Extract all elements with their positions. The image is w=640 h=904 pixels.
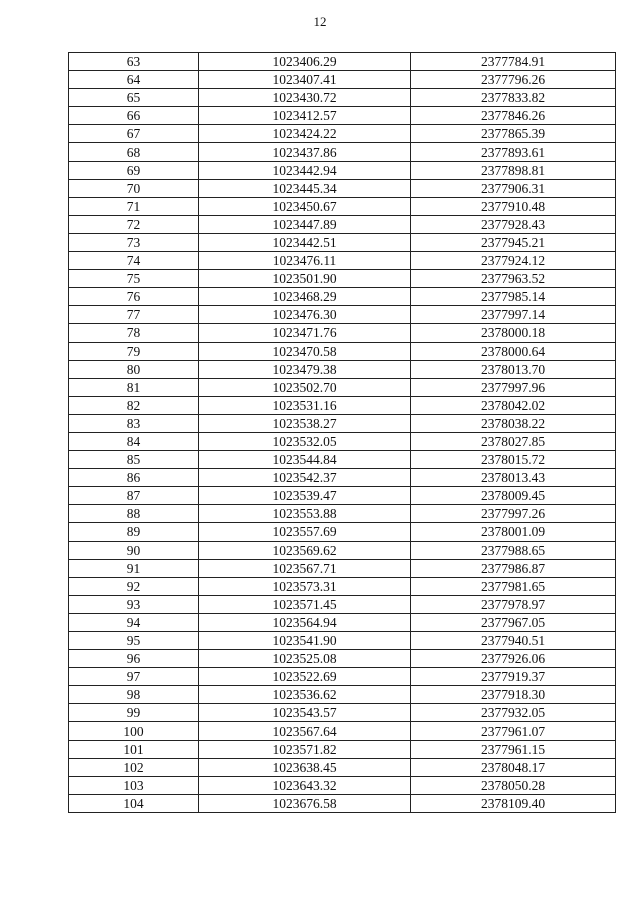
table-row: [69, 686, 616, 704]
y-coordinate-cell: 2377945.21: [411, 233, 616, 251]
x-coordinate-cell: 1023522.69: [199, 668, 411, 686]
y-coordinate-cell: 2378000.64: [411, 342, 616, 360]
point-number-cell: 82: [69, 396, 199, 414]
x-coordinate-cell: 1023638.45: [199, 758, 411, 776]
y-coordinate-cell: 2377997.26: [411, 505, 616, 523]
coordinates-table: [68, 52, 616, 813]
y-coordinate-cell: 2377833.82: [411, 89, 616, 107]
point-number-cell: 64: [69, 71, 199, 89]
x-coordinate-cell: 1023470.58: [199, 342, 411, 360]
x-coordinate-cell: 1023539.47: [199, 487, 411, 505]
x-coordinate-cell: 1023573.31: [199, 577, 411, 595]
point-number-cell: 78: [69, 324, 199, 342]
point-number-cell: 103: [69, 776, 199, 794]
point-number-cell: 88: [69, 505, 199, 523]
table-row: [69, 143, 616, 161]
table-row: [69, 559, 616, 577]
point-number-cell: 92: [69, 577, 199, 595]
point-number-cell: 102: [69, 758, 199, 776]
y-coordinate-cell: 2377865.39: [411, 125, 616, 143]
x-coordinate-cell: 1023567.71: [199, 559, 411, 577]
y-coordinate-cell: 2377961.15: [411, 740, 616, 758]
y-coordinate-cell: 2377963.52: [411, 270, 616, 288]
y-coordinate-cell: 2377796.26: [411, 71, 616, 89]
y-coordinate-cell: 2377846.26: [411, 107, 616, 125]
point-number-cell: 91: [69, 559, 199, 577]
point-number-cell: 90: [69, 541, 199, 559]
table-row: [69, 197, 616, 215]
table-row: [69, 360, 616, 378]
x-coordinate-cell: 1023412.57: [199, 107, 411, 125]
y-coordinate-cell: 2377978.97: [411, 595, 616, 613]
point-number-cell: 71: [69, 197, 199, 215]
table-row: [69, 252, 616, 270]
x-coordinate-cell: 1023643.32: [199, 776, 411, 794]
y-coordinate-cell: 2377928.43: [411, 215, 616, 233]
coordinates-table-body: [69, 53, 616, 813]
table-row: [69, 233, 616, 251]
y-coordinate-cell: 2377988.65: [411, 541, 616, 559]
x-coordinate-cell: 1023542.37: [199, 469, 411, 487]
point-number-cell: 94: [69, 613, 199, 631]
x-coordinate-cell: 1023544.84: [199, 451, 411, 469]
table-row: [69, 722, 616, 740]
point-number-cell: 77: [69, 306, 199, 324]
point-number-cell: 95: [69, 632, 199, 650]
x-coordinate-cell: 1023557.69: [199, 523, 411, 541]
table-row: [69, 432, 616, 450]
y-coordinate-cell: 2377926.06: [411, 650, 616, 668]
x-coordinate-cell: 1023479.38: [199, 360, 411, 378]
point-number-cell: 86: [69, 469, 199, 487]
point-number-cell: 68: [69, 143, 199, 161]
x-coordinate-cell: 1023532.05: [199, 432, 411, 450]
point-number-cell: 69: [69, 161, 199, 179]
y-coordinate-cell: 2378013.43: [411, 469, 616, 487]
point-number-cell: 73: [69, 233, 199, 251]
table-row: [69, 161, 616, 179]
y-coordinate-cell: 2378001.09: [411, 523, 616, 541]
x-coordinate-cell: 1023571.45: [199, 595, 411, 613]
table-row: [69, 613, 616, 631]
table-row: [69, 125, 616, 143]
x-coordinate-cell: 1023445.34: [199, 179, 411, 197]
table-row: [69, 704, 616, 722]
point-number-cell: 65: [69, 89, 199, 107]
table-row: [69, 378, 616, 396]
table-row: [69, 306, 616, 324]
y-coordinate-cell: 2378042.02: [411, 396, 616, 414]
table-row: [69, 71, 616, 89]
y-coordinate-cell: 2377924.12: [411, 252, 616, 270]
table-row: [69, 505, 616, 523]
y-coordinate-cell: 2378013.70: [411, 360, 616, 378]
y-coordinate-cell: 2378048.17: [411, 758, 616, 776]
table-row: [69, 523, 616, 541]
x-coordinate-cell: 1023571.82: [199, 740, 411, 758]
table-row: [69, 650, 616, 668]
y-coordinate-cell: 2377940.51: [411, 632, 616, 650]
point-number-cell: 72: [69, 215, 199, 233]
table-row: [69, 414, 616, 432]
table-row: [69, 577, 616, 595]
x-coordinate-cell: 1023538.27: [199, 414, 411, 432]
x-coordinate-cell: 1023447.89: [199, 215, 411, 233]
table-row: [69, 740, 616, 758]
x-coordinate-cell: 1023501.90: [199, 270, 411, 288]
x-coordinate-cell: 1023471.76: [199, 324, 411, 342]
point-number-cell: 75: [69, 270, 199, 288]
x-coordinate-cell: 1023450.67: [199, 197, 411, 215]
y-coordinate-cell: 2378015.72: [411, 451, 616, 469]
point-number-cell: 93: [69, 595, 199, 613]
y-coordinate-cell: 2377967.05: [411, 613, 616, 631]
y-coordinate-cell: 2377898.81: [411, 161, 616, 179]
y-coordinate-cell: 2377985.14: [411, 288, 616, 306]
y-coordinate-cell: 2377997.96: [411, 378, 616, 396]
point-number-cell: 76: [69, 288, 199, 306]
x-coordinate-cell: 1023437.86: [199, 143, 411, 161]
y-coordinate-cell: 2378109.40: [411, 794, 616, 812]
x-coordinate-cell: 1023442.94: [199, 161, 411, 179]
y-coordinate-cell: 2377918.30: [411, 686, 616, 704]
y-coordinate-cell: 2377784.91: [411, 53, 616, 71]
table-row: [69, 53, 616, 71]
table-row: [69, 451, 616, 469]
point-number-cell: 101: [69, 740, 199, 758]
table-row: [69, 89, 616, 107]
x-coordinate-cell: 1023502.70: [199, 378, 411, 396]
table-row: [69, 342, 616, 360]
table-row: [69, 215, 616, 233]
y-coordinate-cell: 2377919.37: [411, 668, 616, 686]
point-number-cell: 79: [69, 342, 199, 360]
y-coordinate-cell: 2377961.07: [411, 722, 616, 740]
x-coordinate-cell: 1023476.11: [199, 252, 411, 270]
y-coordinate-cell: 2377997.14: [411, 306, 616, 324]
x-coordinate-cell: 1023424.22: [199, 125, 411, 143]
y-coordinate-cell: 2378000.18: [411, 324, 616, 342]
x-coordinate-cell: 1023406.29: [199, 53, 411, 71]
x-coordinate-cell: 1023525.08: [199, 650, 411, 668]
x-coordinate-cell: 1023676.58: [199, 794, 411, 812]
point-number-cell: 84: [69, 432, 199, 450]
x-coordinate-cell: 1023567.64: [199, 722, 411, 740]
y-coordinate-cell: 2377906.31: [411, 179, 616, 197]
point-number-cell: 99: [69, 704, 199, 722]
x-coordinate-cell: 1023536.62: [199, 686, 411, 704]
table-row: [69, 288, 616, 306]
x-coordinate-cell: 1023564.94: [199, 613, 411, 631]
table-row: [69, 396, 616, 414]
x-coordinate-cell: 1023407.41: [199, 71, 411, 89]
table-row: [69, 758, 616, 776]
x-coordinate-cell: 1023430.72: [199, 89, 411, 107]
x-coordinate-cell: 1023541.90: [199, 632, 411, 650]
x-coordinate-cell: 1023531.16: [199, 396, 411, 414]
point-number-cell: 100: [69, 722, 199, 740]
point-number-cell: 97: [69, 668, 199, 686]
x-coordinate-cell: 1023468.29: [199, 288, 411, 306]
table-row: [69, 632, 616, 650]
x-coordinate-cell: 1023476.30: [199, 306, 411, 324]
point-number-cell: 87: [69, 487, 199, 505]
table-row: [69, 324, 616, 342]
y-coordinate-cell: 2377986.87: [411, 559, 616, 577]
table-row: [69, 487, 616, 505]
y-coordinate-cell: 2378038.22: [411, 414, 616, 432]
point-number-cell: 98: [69, 686, 199, 704]
point-number-cell: 83: [69, 414, 199, 432]
table-row: [69, 270, 616, 288]
table-row: [69, 107, 616, 125]
table-row: [69, 776, 616, 794]
point-number-cell: 96: [69, 650, 199, 668]
y-coordinate-cell: 2377932.05: [411, 704, 616, 722]
point-number-cell: 81: [69, 378, 199, 396]
y-coordinate-cell: 2377981.65: [411, 577, 616, 595]
y-coordinate-cell: 2378009.45: [411, 487, 616, 505]
point-number-cell: 104: [69, 794, 199, 812]
table-row: [69, 469, 616, 487]
y-coordinate-cell: 2377910.48: [411, 197, 616, 215]
x-coordinate-cell: 1023543.57: [199, 704, 411, 722]
table-row: [69, 668, 616, 686]
point-number-cell: 89: [69, 523, 199, 541]
point-number-cell: 85: [69, 451, 199, 469]
point-number-cell: 63: [69, 53, 199, 71]
point-number-cell: 74: [69, 252, 199, 270]
y-coordinate-cell: 2377893.61: [411, 143, 616, 161]
table-row: [69, 595, 616, 613]
y-coordinate-cell: 2378027.85: [411, 432, 616, 450]
table-row: [69, 794, 616, 812]
table-row: [69, 179, 616, 197]
point-number-cell: 66: [69, 107, 199, 125]
y-coordinate-cell: 2378050.28: [411, 776, 616, 794]
page-number: 12: [313, 14, 327, 29]
point-number-cell: 67: [69, 125, 199, 143]
point-number-cell: 70: [69, 179, 199, 197]
x-coordinate-cell: 1023442.51: [199, 233, 411, 251]
x-coordinate-cell: 1023553.88: [199, 505, 411, 523]
x-coordinate-cell: 1023569.62: [199, 541, 411, 559]
point-number-cell: 80: [69, 360, 199, 378]
table-row: [69, 541, 616, 559]
